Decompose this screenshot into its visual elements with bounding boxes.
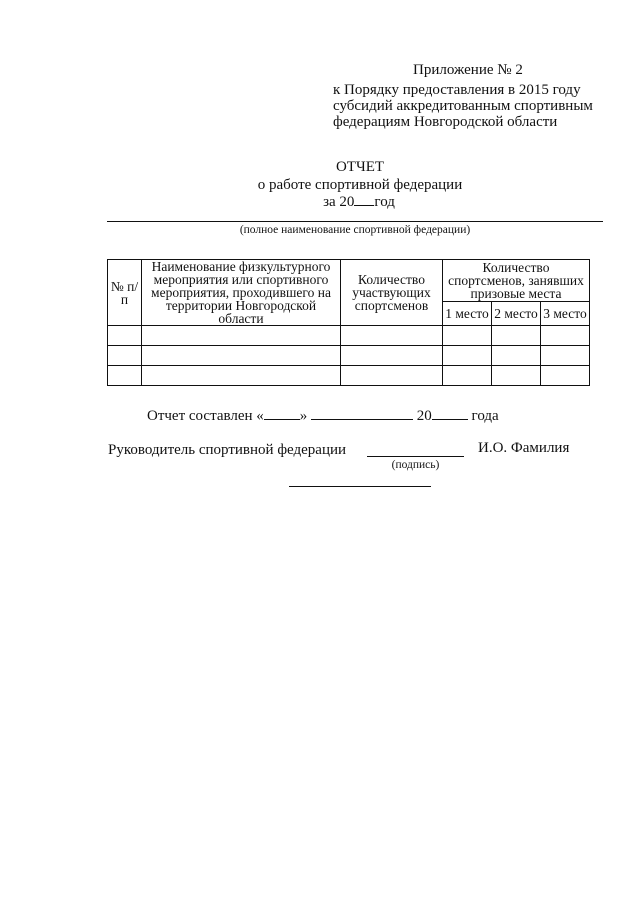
compiled-day-blank[interactable] [264,405,300,420]
period-prefix: за 20 [323,194,355,210]
report-table [107,259,590,386]
table-cell[interactable] [341,326,443,346]
federation-name-line[interactable] [107,221,603,222]
table-cell[interactable] [443,346,492,366]
table-cell[interactable] [492,326,541,346]
compiled-month-blank[interactable] [311,405,413,420]
appendix-title: Приложение № 2 [413,62,523,78]
period-suffix: год [374,194,395,210]
table-cell[interactable] [541,326,590,346]
header-participant-count: Количество участвующих спортсменов [341,260,443,326]
table-cell[interactable] [541,366,590,386]
report-period [0,192,640,211]
header-place-2: 2 место [492,301,541,325]
table-row [108,366,590,386]
table-cell[interactable] [341,366,443,386]
table-cell[interactable] [142,326,341,346]
table-row [108,326,590,346]
compiled-year-prefix: 20 [416,408,432,424]
table-cell[interactable] [492,366,541,386]
table-cell[interactable] [541,346,590,366]
appendix-line: к Порядку предоставления в 2015 году [333,82,581,98]
table-cell[interactable] [443,366,492,386]
table-cell[interactable] [108,366,142,386]
name-placeholder: И.О. Фамилия [478,440,570,456]
report-title: ОТЧЕТ [335,159,385,175]
appendix-line: субсидий аккредитованным спортивным [333,98,593,114]
period-year-blank[interactable] [354,192,374,206]
compiled-quote-close: » [299,408,308,424]
header-place-1: 1 место [443,301,492,325]
table-cell[interactable] [108,326,142,346]
bottom-separator-line [289,486,431,487]
compiled-date-line [147,405,499,425]
table-cell[interactable] [341,346,443,366]
table-cell[interactable] [492,346,541,366]
header-prize-places: Количество спортсменов, занявших призовые места [443,260,590,302]
header-num: № п/п [108,260,142,326]
header-place-3: 3 место [541,301,590,325]
compiled-prefix: Отчет составлен « [147,408,264,424]
table-cell[interactable] [142,346,341,366]
compiled-year-blank[interactable] [432,405,468,420]
table-cell[interactable] [443,326,492,346]
federation-name-caption: (полное наименование спортивной федерации) [239,224,471,236]
report-subtitle: о работе спортивной федерации [257,177,463,193]
head-label: Руководитель спортивной федерации [108,442,347,458]
appendix-line: федерациям Новгородской области [333,114,558,130]
appendix-description [333,82,623,130]
table-row [108,346,590,366]
table-cell[interactable] [108,346,142,366]
table-cell[interactable] [142,366,341,386]
compiled-year-suffix: года [471,408,499,424]
signature-caption: (подпись) [391,459,440,471]
header-event-name: Наименование физкультурного мероприятия или спортивного мероприятия, проходившего на территории Новгородской области [142,260,341,326]
signature-line[interactable] [367,456,464,457]
